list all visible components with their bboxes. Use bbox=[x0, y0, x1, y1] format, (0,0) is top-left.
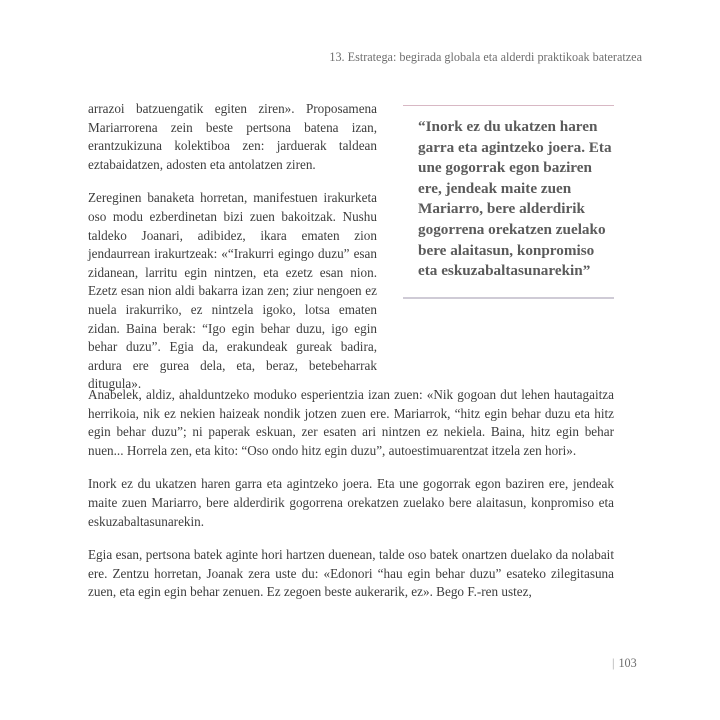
paragraph: arrazoi batzuengatik egiten ziren». Proposamena Mariarrorena zein beste pertsona batena izan, erantzukizuna kolektiboa zen: jarduerak taldean eztabaidatzen, adosten eta antolatzen ziren. bbox=[88, 101, 377, 172]
page-folio bbox=[612, 656, 637, 671]
page-number: 103 bbox=[618, 656, 637, 670]
left-column bbox=[88, 100, 377, 409]
running-head: 13. Estratega: begirada globala eta alderdi praktikoak bateratzea bbox=[329, 50, 642, 64]
main-text bbox=[88, 386, 614, 617]
paragraph: Anabelek, aldiz, ahalduntzeko moduko esperientzia izan zuen: «Nik gogoan dut lehen hautagaitza herrikoia, nik ez nekien haizeak nondik jotzen zuen ere. Mariarrok, “hitz egin behar duzu eta hitz egin behar duzu”; ni paperak eskuan, zer esaten ari nintzen ez nekiela. Baina, hitz egin behar nuen... Horrela zen, eta kito: “Oso ondo hitz egin duzu”, autoestimuarentzat itzela zen hori». bbox=[88, 387, 614, 458]
paragraph: Inork ez du ukatzen haren garra eta agintzeko joera. Eta une gogorrak egon baziren ere, jendeak maite zuen Mariarro, bere alderdirik gogorrena orekatzen zuelako bere alaitasun, konpromiso eta eskuzabaltasunarekin. bbox=[88, 476, 614, 529]
pull-quote-text: “Inork ez du ukatzen haren garra eta agintzeko joera. Eta une gogorrak egon baziren ere, jendeak maite zuen Mariarro, bere alderdirik gogorrena orekatzen zuelako bere alaitasun, konpromiso eta eskuzabaltasunarekin” bbox=[418, 118, 612, 280]
pull-quote-top-rule bbox=[403, 105, 614, 106]
paragraph: Zereginen banaketa horretan, manifestuen irakurketa oso modu ezberdinetan bizi zuen bakoitzak. Nushu taldeko Joanari, adibidez, ikara ematen zion jendaurrean irakurtzeak: «“Irakurri egingo duzu” esan zidanean, larritu egin nintzen, eta ezetz esan nion. Ezetz esan nion aldi bakarra izan zen; ziur nengoen ez nuela irakurriko, ez nintzela igoko, lotsa ematen zidan. Baina berak: “Igo egin behar duzu, igo egin behar duzu”. Egia da, erakundeak gureak badira, ardura ere gurea dela, eta, beraz, betebeharrak ditugula». bbox=[88, 190, 377, 392]
paragraph: Egia esan, pertsona batek aginte hori hartzen duenean, talde oso batek onartzen duelako da nolabait ere. Zentzu horretan, Joanak zera uste du: «Edonori “hau egin behar duzu” esateko zilegitasuna zuen, eta egin egin behar zenuen. Ez zegoen beste aukerarik, ez». Bego F.-ren ustez, bbox=[88, 547, 614, 600]
pull-quote-bottom-rule bbox=[403, 297, 614, 299]
pull-quote bbox=[403, 105, 614, 299]
folio-separator: | bbox=[612, 656, 615, 670]
